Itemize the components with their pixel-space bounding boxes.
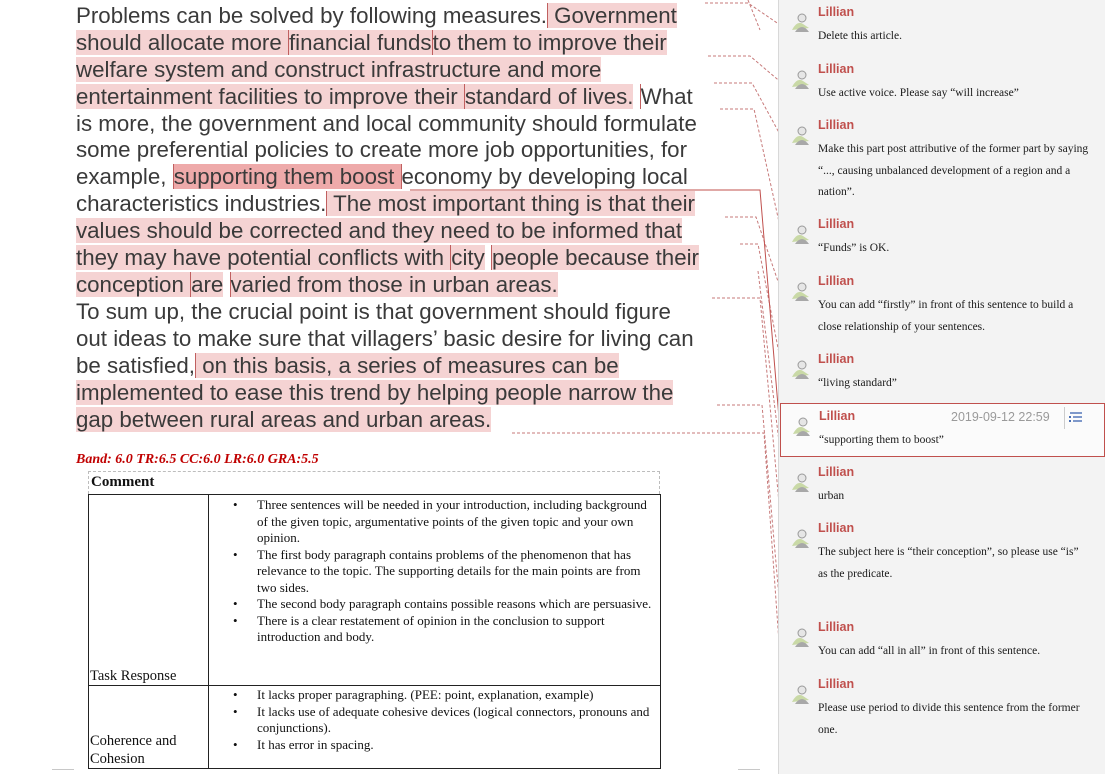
- user-avatar-icon: [789, 10, 813, 34]
- comment-author: Lillian: [818, 274, 855, 288]
- comment-author: Lillian: [818, 217, 855, 231]
- text-run[interactable]: some preferential policies to create more job opportunities, for: [76, 137, 687, 163]
- user-avatar-icon: [789, 526, 813, 550]
- commented-text[interactable]: financial funds: [288, 29, 432, 55]
- comment-card[interactable]: [780, 57, 1105, 113]
- description-cell: [209, 686, 661, 769]
- comment-author: Lillian: [819, 409, 856, 423]
- commented-text[interactable]: conception: [76, 272, 190, 297]
- user-avatar-icon: [789, 123, 813, 147]
- commented-text[interactable]: values should be corrected and they need to be informed that: [76, 218, 683, 244]
- description-cell: [209, 495, 661, 686]
- comment-text[interactable]: Please use period to divide this sentence from the former one.: [818, 702, 1080, 736]
- comment-header: Comment: [91, 474, 155, 490]
- list-item: • The second body paragraph contains possible reasons which are persuasive.: [257, 596, 660, 613]
- comment-text[interactable]: Use active voice. Please say “will increase”: [818, 87, 1019, 99]
- commented-text[interactable]: The most important thing is that their: [326, 191, 695, 216]
- commented-text[interactable]: people because their: [491, 245, 699, 271]
- comment-card[interactable]: [780, 460, 1105, 516]
- commented-text[interactable]: are: [191, 271, 224, 297]
- commented-text[interactable]: should allocate more: [76, 30, 288, 55]
- user-avatar-icon: [789, 625, 813, 649]
- page-corner-mark: [738, 769, 760, 770]
- list-item: • The first body paragraph contains problems of the phenomenon that has relevance to the topic. The supporting details for the main points are from two sides.: [257, 547, 660, 597]
- list-item: • There is a clear restatement of opinion in the conclusion to support introduction and body.: [257, 613, 660, 646]
- comment-text[interactable]: “living standard”: [818, 377, 897, 389]
- text-run[interactable]: out ideas to make sure that villagers’ basic desire for living can: [76, 325, 694, 351]
- comment-text[interactable]: “Funds” is OK.: [818, 242, 890, 254]
- rubric-table: [88, 494, 661, 769]
- comment-author: Lillian: [818, 677, 855, 691]
- comment-card[interactable]: [780, 516, 1105, 614]
- comment-author: Lillian: [818, 620, 855, 634]
- comment-text[interactable]: You can add “firstly” in front of this sentence to build a close relationship of your sentences.: [818, 299, 1074, 333]
- user-avatar-icon: [789, 279, 813, 303]
- list-item: • Three sentences will be needed in your introduction, including background of the given topic, argumentative points of the given topic and your own opinion.: [257, 497, 660, 547]
- comment-author: Lillian: [818, 352, 855, 366]
- text-run[interactable]: Problems can be solved by following measures.: [76, 3, 547, 28]
- commented-text[interactable]: standard of lives.: [464, 83, 634, 109]
- comment-text[interactable]: Delete this article.: [818, 30, 902, 42]
- comment-header-cell: [88, 471, 660, 494]
- text-run[interactable]: example,: [76, 164, 167, 190]
- comment-card[interactable]: [780, 672, 1105, 750]
- user-avatar-icon: [790, 414, 814, 438]
- comment-text[interactable]: Make this part post attributive of the former part by saying “..., causing unbalanced development of a region and a nation”.: [818, 143, 1089, 199]
- commented-text[interactable]: city: [451, 245, 485, 271]
- user-avatar-icon: [789, 67, 813, 91]
- commented-text[interactable]: on this basis, a series of measures can be: [195, 353, 619, 378]
- text-run[interactable]: characteristics industries.: [76, 191, 327, 217]
- comment-date: 2019-09-12 22:59: [951, 410, 1050, 424]
- text-run[interactable]: is more, the government and local community should formulate: [76, 110, 697, 136]
- criterion-cell: Task Response: [89, 495, 209, 686]
- essay-paragraph-conclusion: [76, 299, 756, 433]
- table-row: [89, 495, 661, 686]
- comment-card[interactable]: [780, 212, 1105, 268]
- commented-text[interactable]: entertainment facilities to improve their: [76, 84, 464, 109]
- commented-text[interactable]: varied from those in urban areas.: [230, 271, 558, 297]
- text-run[interactable]: What: [640, 83, 693, 109]
- user-avatar-icon: [789, 682, 813, 706]
- comment-text[interactable]: The subject here is “their conception”, so please use “is” as the predicate.: [818, 546, 1079, 580]
- comment-card[interactable]: [780, 615, 1105, 671]
- user-avatar-icon: [789, 222, 813, 246]
- criterion-cell: Coherence and Cohesion: [89, 686, 209, 769]
- band-score: Band: 6.0 TR:6.5 CC:6.0 LR:6.0 GRA:5.5: [76, 452, 319, 467]
- comment-author: Lillian: [818, 521, 855, 535]
- commented-text[interactable]: they may have potential conflicts with: [76, 245, 450, 270]
- comment-text[interactable]: urban: [818, 490, 845, 502]
- selected-commented-text[interactable]: supporting them boost: [173, 164, 401, 189]
- comment-card[interactable]: [780, 347, 1105, 403]
- comment-card[interactable]: [780, 269, 1105, 347]
- comment-menu-icon[interactable]: [1064, 407, 1087, 429]
- user-avatar-icon: [789, 357, 813, 381]
- comment-author: Lillian: [818, 118, 855, 132]
- list-item: • It lacks proper paragraphing. (PEE: point, explanation, example): [257, 687, 660, 704]
- comment-author: Lillian: [818, 5, 855, 19]
- commented-text[interactable]: implemented to ease this trend by helping people narrow the: [76, 379, 674, 405]
- table-row: [89, 686, 661, 769]
- comment-author: Lillian: [818, 465, 855, 479]
- essay-paragraph-body: [76, 3, 756, 299]
- comment-text[interactable]: You can add “all in all” in front of this sentence.: [818, 645, 1041, 657]
- list-item: • It has error in spacing.: [257, 737, 660, 754]
- comment-author: Lillian: [818, 62, 855, 76]
- commented-text[interactable]: welfare system and construct infrastructure and more: [76, 56, 602, 82]
- user-avatar-icon: [789, 470, 813, 494]
- comment-card-selected[interactable]: [780, 403, 1105, 457]
- page-corner-mark: [52, 769, 74, 770]
- comment-text[interactable]: “supporting them to boost”: [819, 434, 944, 446]
- comment-card[interactable]: [780, 0, 1105, 56]
- text-run[interactable]: To sum up, the crucial point is that government should figure: [76, 299, 671, 324]
- text-run[interactable]: be satisfied,: [76, 352, 195, 378]
- commented-text[interactable]: gap between rural areas and urban areas.: [76, 406, 492, 432]
- list-item: • It lacks use of adequate cohesive devices (logical connectors, pronouns and conjunctions).: [257, 704, 660, 737]
- text-run[interactable]: economy by developing local: [401, 164, 688, 190]
- commented-text[interactable]: Government: [547, 3, 677, 28]
- commented-text[interactable]: to them to improve their: [432, 29, 667, 55]
- comment-card[interactable]: [780, 113, 1105, 211]
